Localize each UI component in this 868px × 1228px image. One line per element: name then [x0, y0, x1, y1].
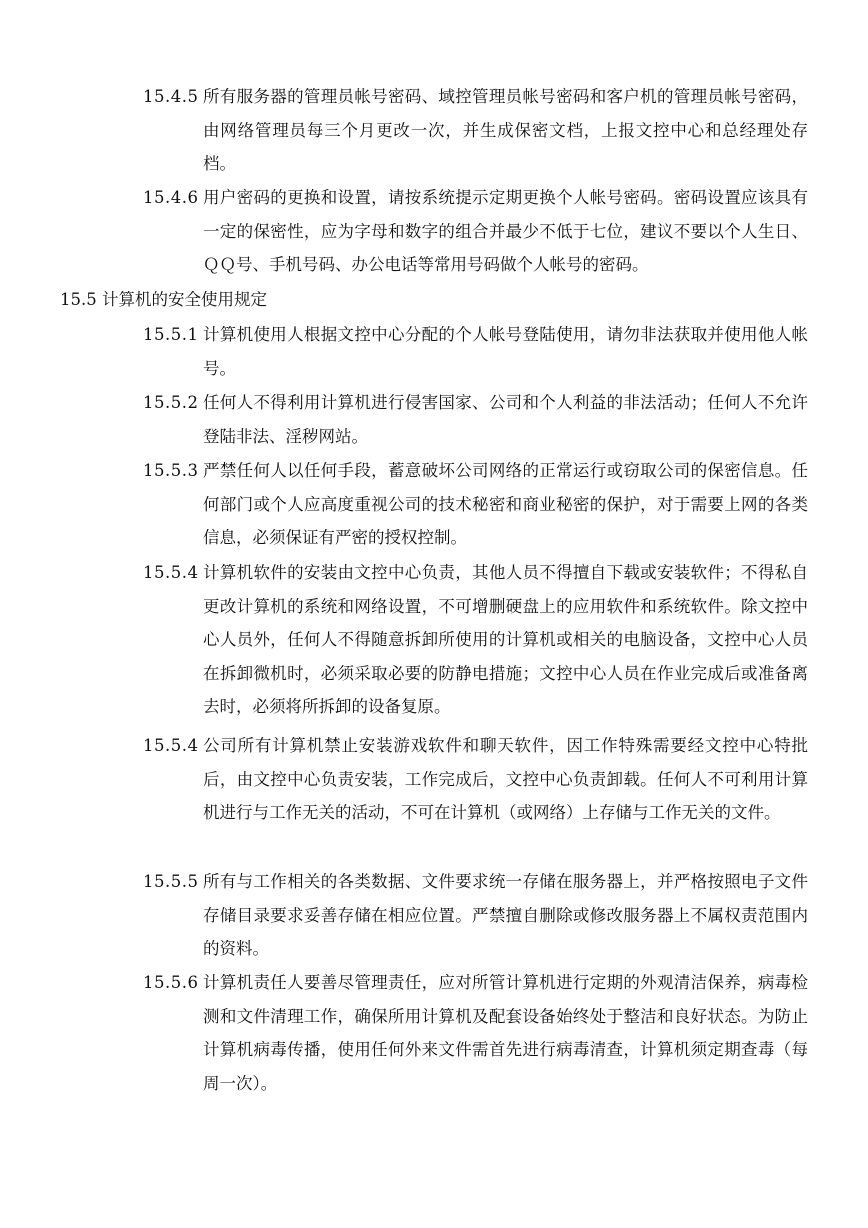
clause-15-5-4-b	[143, 729, 808, 830]
clause-15-5-5	[143, 865, 808, 966]
clause-15-4-5	[143, 80, 808, 181]
clause-number: 15.5.1	[143, 325, 199, 344]
clause-number: 15.5.4	[143, 736, 199, 755]
clause-number: 15.5.4	[143, 563, 199, 582]
clause-text: 公司所有计算机禁止安装游戏软件和聊天软件，因工作特殊需要经文控中心特批后，由文控中心负责安装，工作完成后，文控中心负责卸载。任何人不可利用计算机进行与工作无关的活动，不可在计算机（或网络）上存储与工作无关的文件。	[203, 736, 808, 822]
clause-15-5-4-a	[143, 556, 808, 724]
section-heading-15-5: 15.5 计算机的安全使用规定	[60, 290, 267, 309]
clause-text: 任何人不得利用计算机进行侵害国家、公司和个人利益的非法活动；任何人不允许登陆非法、淫秽网站。	[203, 393, 808, 446]
clause-number: 15.4.6	[143, 188, 199, 207]
clause-15-5-1	[143, 318, 808, 385]
clause-number: 15.4.5	[143, 87, 199, 106]
clause-15-5-6	[143, 966, 808, 1100]
clause-text: 严禁任何人以任何手段，蓄意破坏公司网络的正常运行或窃取公司的保密信息。任何部门或个人应高度重视公司的技术秘密和商业秘密的保护，对于需要上网的各类信息，必须保证有严密的授权控制。	[203, 461, 808, 547]
clause-text: 计算机责任人要善尽管理责任，应对所管计算机进行定期的外观清洁保养，病毒检测和文件清理工作，确保所用计算机及配套设备始终处于整洁和良好状态。为防止计算机病毒传播，使用任何外来文件需首先进行病毒清查，计算机须定期查毒（每周一次）。	[203, 973, 808, 1093]
clause-15-5-3	[143, 454, 808, 555]
clause-text: 计算机使用人根据文控中心分配的个人帐号登陆使用，请勿非法获取并使用他人帐号。	[203, 325, 808, 378]
clause-number: 15.5.6	[143, 973, 199, 992]
clause-text: 所有服务器的管理员帐号密码、域控管理员帐号密码和客户机的管理员帐号密码，由网络管理员每三个月更改一次，并生成保密文档，上报文控中心和总经理处存档。	[203, 87, 808, 173]
clause-15-4-6	[143, 181, 808, 282]
clause-number: 15.5.3	[143, 461, 199, 480]
clause-text: 所有与工作相关的各类数据、文件要求统一存储在服务器上，并严格按照电子文件存储目录要求妥善存储在相应位置。严禁擅自删除或修改服务器上不属权责范围内的资料。	[203, 872, 808, 958]
clause-number: 15.5.2	[143, 393, 199, 412]
clause-text: 用户密码的更换和设置，请按系统提示定期更换个人帐号密码。密码设置应该具有一定的保密性，应为字母和数字的组合并最少不低于七位，建议不要以个人生日、ＱＱ号、手机号码、办公电话等常用号码做个人帐号的密码。	[203, 188, 808, 274]
clause-15-5-2	[143, 386, 808, 453]
clause-text: 计算机软件的安装由文控中心负责，其他人员不得擅自下载或安装软件；不得私自更改计算机的系统和网络设置，不可增删硬盘上的应用软件和系统软件。除文控中心人员外，任何人不得随意拆卸所使用的计算机或相关的电脑设备，文控中心人员在拆卸微机时，必须采取必要的防静电措施；文控中心人员在作业完成后或准备离去时，必须将所拆卸的设备复原。	[203, 563, 808, 716]
clause-number: 15.5.5	[143, 872, 199, 891]
